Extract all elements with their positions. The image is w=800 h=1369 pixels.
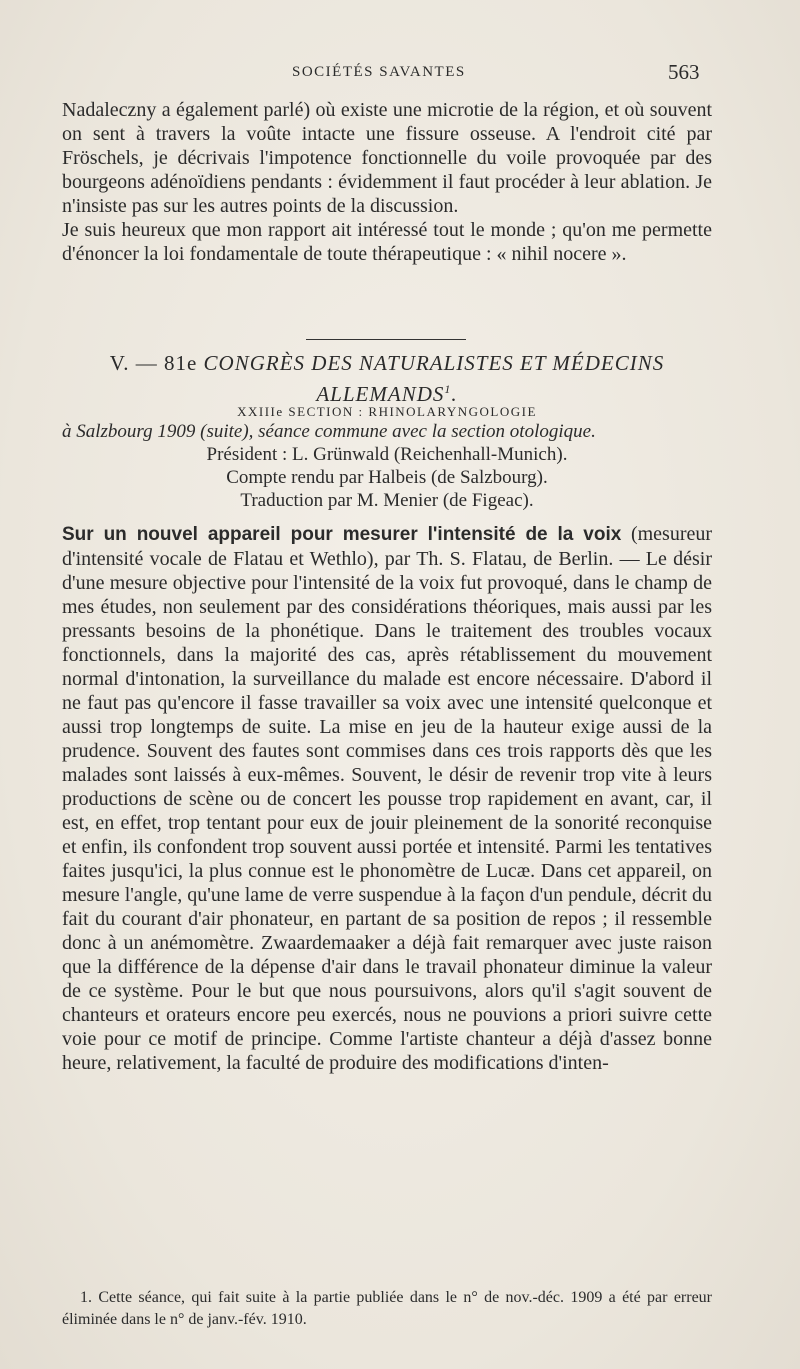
section-title-text: CONGRÈS DES NATURALISTES ET MÉDECINS ALLEMANDS bbox=[203, 351, 665, 406]
meeting-info bbox=[62, 420, 712, 512]
president-line: Président : L. Grünwald (Reichenhall-Munich). bbox=[206, 444, 568, 465]
section-divider bbox=[306, 339, 466, 340]
paragraph-discussion: Nadaleczny a également parlé) où existe une microtie de la région, et où souvent on sent à travers la voûte intacte une fissure osseuse. A l'endroit cité par Fröschels, je décrivais l'impotence fonctionnelle du voile provoquée par des bourgeons adénoïdiens pendants : évidemment il faut procéder à leur ablation. Je n'insiste pas sur les autres points de la discussion. bbox=[62, 99, 712, 217]
footnote-text: Cette séance, qui fait suite à la partie publiée dans le n° de nov.-déc. 1909 a été par erreur éliminée dans le n° de janv.-fév. 1910. bbox=[62, 1289, 713, 1328]
footnote bbox=[62, 1287, 712, 1331]
article-body: (mesureur d'intensité vocale de Flatau et Wethlo), par Th. S. Flatau, de Berlin. — Le désir d'une mesure objective pour l'intensité de la voix fut provoqué, dans le champ de mes études, non seulement par des considérations théoriques, mais aussi par les pressants besoins de la phonétique. Dans le traitement des troubles vocaux fonctionnels, dans la majorité des cas, après rétablissement du mouvement normal d'intonation, la surveillance du malade est encore nécessaire. D'abord il ne faut pas qu'encore il fasse travailler sa voix avec une intensité quelconque et aussi trop longtemps de suite. La mise en jeu de la hauteur exige aussi de la prudence. Souvent des fautes sont commises dans ces trois rapports dès que les malades sont laissés à eux-mêmes. Souvent, le désir de revenir trop vite à leurs productions de scène ou de concert les pousse trop rapidement en avant, car, il est, en effet, trop tentant pour eux de jouir pleinement de la sonorité reconquise et enfin, ils confondent trop souvent aussi portée et intensité. Parmi les tentatives faites jusqu'ici, la plus connue est le phonomètre de Lucæ. Dans cet appareil, on mesure l'angle, qu'une lame de verre suspendue à la façon d'un pendule, décrit du fait du courant d'air phonateur, en partant de sa position de repos ; il ressemble donc à un anémomètre. Zwaardemaaker a déjà fait remarquer avec juste raison que la différence de la dépense d'air dans le travail phonateur diminue la valeur de ce système. Pour le but que nous poursuivons, alors qu'il s'agit souvent de chanteurs et orateurs encore peu exercés, nous ne pouvions a priori suivre cette voie pour ce motif de principe. Comme l'artiste chanteur a déjà d'assez bonne heure, relativement, la faculté de produire des modifications d'inten- bbox=[62, 523, 713, 1074]
paragraph-conclusion: Je suis heureux que mon rapport ait intéressé tout le monde ; qu'on me permette d'énoncer la loi fondamentale de toute thérapeutique : « nihil nocere ». bbox=[62, 219, 712, 265]
intro-paragraphs bbox=[62, 98, 712, 266]
meeting-line: à Salzbourg 1909 (suite), séance commune avec la section otologique. bbox=[62, 421, 596, 442]
running-title: SOCIÉTÉS SAVANTES bbox=[292, 64, 466, 80]
report-line: Compte rendu par Halbeis (de Salzbourg). bbox=[226, 467, 548, 488]
section-number: V. — 81e bbox=[109, 351, 198, 375]
page-number: 563 bbox=[668, 60, 700, 84]
footnote-ref: 1 bbox=[444, 382, 452, 396]
article-heading: Sur un nouvel appareil pour mesurer l'intensité de la voix bbox=[62, 524, 622, 545]
subsection-title: XXIIIe SECTION : RHINOLARYNGOLOGIE bbox=[237, 404, 537, 419]
footnote-content bbox=[62, 1287, 712, 1331]
article-paragraph bbox=[62, 522, 712, 1075]
section-title: V. — 81e CONGRÈS DES NATURALISTES ET MÉDECINS ALLEMANDS$^1$. bbox=[109, 351, 665, 406]
footnote-marker: 1. bbox=[80, 1289, 92, 1306]
translation-line: Traduction par M. Menier (de Figeac). bbox=[240, 490, 534, 511]
running-head bbox=[0, 60, 800, 90]
